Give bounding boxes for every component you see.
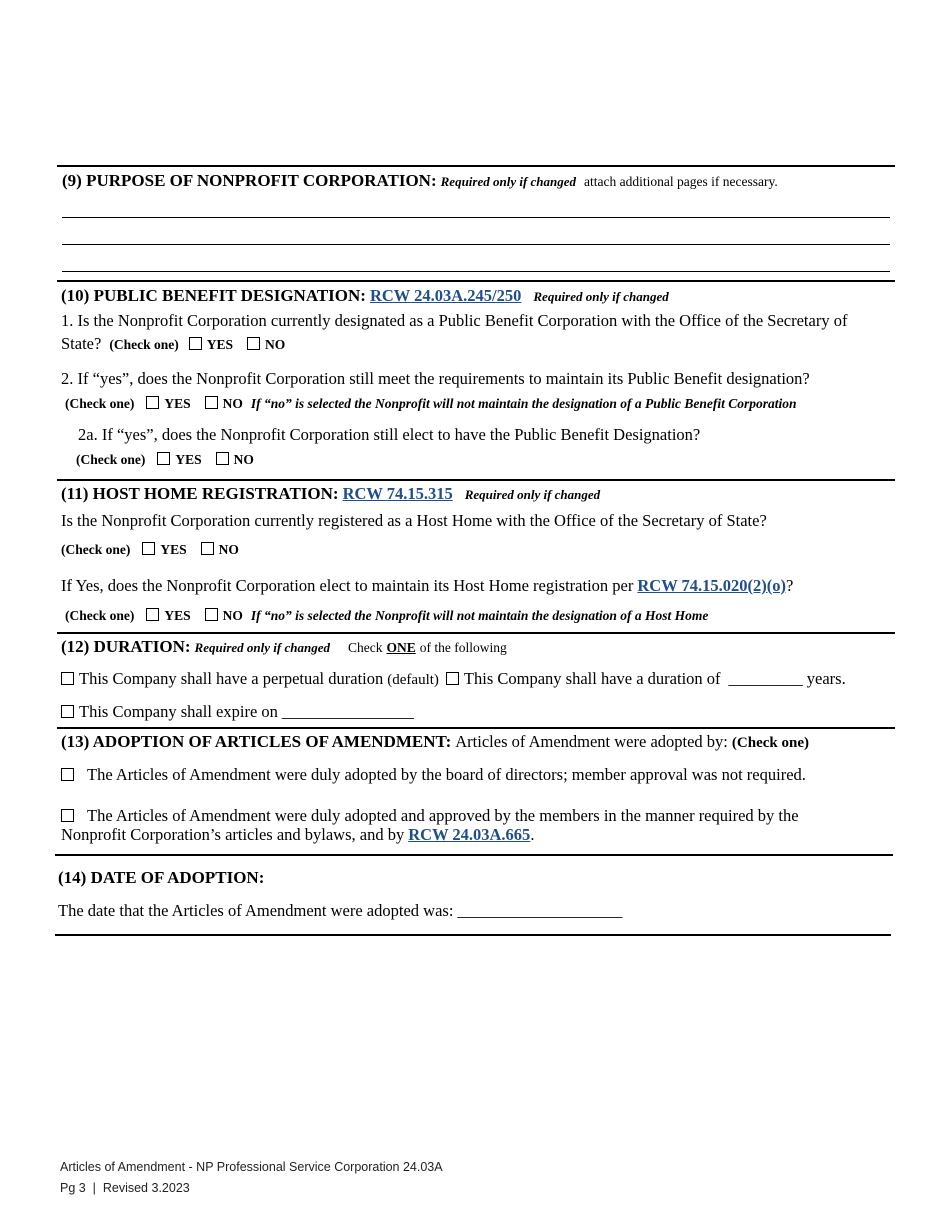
q1-text: 1. Is the Nonprofit Corporation currently designated as a Public Benefit Corporation with the Office of the Secretary of: [61, 311, 848, 330]
no-checkbox[interactable]: [205, 608, 218, 621]
fixed-duration-label: This Company shall have a duration of: [463, 669, 721, 688]
host-home-q2-text: If Yes, does the Nonprofit Corporation elect to maintain its Host Home registration per: [61, 576, 634, 595]
section-divider: [57, 632, 895, 634]
section-9-heading: [62, 171, 778, 191]
yes-checkbox[interactable]: [189, 337, 202, 350]
section-11-heading: [61, 484, 600, 504]
section-13-heading: [61, 732, 809, 752]
board-adoption-checkbox[interactable]: [61, 768, 74, 781]
yes-checkbox[interactable]: [146, 396, 159, 409]
section-divider: [55, 854, 893, 856]
q2-answer-row: [65, 395, 797, 413]
no-checkbox[interactable]: [201, 542, 214, 555]
check-instruction: Check: [347, 640, 383, 655]
check-one-label: (Check one): [65, 396, 135, 411]
member-adoption-label-cont: Nonprofit Corporation’s articles and bylaws, and by: [61, 825, 405, 844]
adoption-date-row: [58, 901, 622, 921]
rcw-public-benefit-link[interactable]: RCW 24.03A.245/250: [369, 286, 522, 305]
section-10-heading: [61, 286, 669, 306]
section-12-title: (12) DURATION:: [61, 637, 191, 656]
adoption-date-field[interactable]: ____________________: [457, 901, 623, 920]
host-home-q1-answer-row: [61, 541, 239, 559]
q2a-text: 2a. If “yes”, does the Nonprofit Corporation still elect to have the Public Benefit Designation?: [78, 425, 701, 444]
yes-label: YES: [164, 396, 191, 411]
no-checkbox[interactable]: [205, 396, 218, 409]
rcw-adoption-link[interactable]: RCW 24.03A.665: [408, 825, 531, 844]
adopted-by-lead: Articles of Amendment were adopted by:: [455, 732, 728, 751]
perpetual-duration-checkbox[interactable]: [61, 672, 74, 685]
section-divider: [57, 479, 895, 481]
default-label: (default): [387, 672, 439, 688]
section-13-title: (13) ADOPTION OF ARTICLES OF AMENDMENT:: [61, 732, 452, 751]
expire-label: This Company shall expire on: [79, 702, 278, 721]
required-note: Required only if changed: [194, 640, 330, 655]
required-note: Required only if changed: [440, 174, 577, 189]
check-one-emphasis: ONE: [386, 640, 416, 655]
host-home-q1-text: Is the Nonprofit Corporation currently registered as a Host Home with the Office of the Secretary of State?: [61, 511, 767, 530]
no-checkbox[interactable]: [247, 337, 260, 350]
duration-years-field[interactable]: _________: [728, 669, 803, 688]
expire-row: [61, 702, 414, 722]
yes-label: YES: [160, 542, 187, 557]
board-adoption-label: The Articles of Amendment were duly adopted by the board of directors; member approval was not required.: [87, 765, 806, 784]
perpetual-duration-label: This Company shall have a perpetual duration: [79, 669, 384, 688]
expire-date-field[interactable]: ________________: [281, 702, 414, 721]
required-note: Required only if changed: [533, 289, 669, 304]
check-instruction-end: of the following: [419, 640, 507, 655]
section-11-title: (11) HOST HOME REGISTRATION:: [61, 484, 339, 503]
question-mark: ?: [786, 576, 794, 595]
expire-checkbox[interactable]: [61, 705, 74, 718]
section-divider: [55, 934, 891, 936]
duration-options-row: [61, 669, 846, 689]
section-10-title: (10) PUBLIC BENEFIT DESIGNATION:: [61, 286, 366, 305]
footer-page-info: Pg 3 | Revised 3.2023: [60, 1181, 190, 1195]
adoption-date-label: The date that the Articles of Amendment were adopted was:: [58, 901, 454, 920]
host-home-q2-answer-row: [65, 607, 708, 625]
yes-label: YES: [206, 337, 233, 352]
years-label: years.: [806, 669, 846, 688]
q1-text-cont: State?: [61, 334, 102, 353]
yes-label: YES: [175, 452, 202, 467]
section-divider: [57, 727, 895, 729]
yes-checkbox[interactable]: [142, 542, 155, 555]
purpose-line-2[interactable]: [62, 244, 890, 245]
section-9-title: (9) PURPOSE OF NONPROFIT CORPORATION:: [62, 171, 437, 190]
host-home-q2-row: [61, 576, 793, 596]
period: .: [530, 825, 535, 844]
check-one-label: (Check one): [61, 542, 131, 557]
no-label: NO: [222, 396, 243, 411]
footer-title: Articles of Amendment - NP Professional Service Corporation 24.03A: [60, 1160, 443, 1174]
section-divider: [57, 165, 895, 167]
attach-note: attach additional pages if necessary.: [584, 174, 778, 189]
fixed-duration-checkbox[interactable]: [446, 672, 459, 685]
no-label: NO: [264, 337, 286, 352]
check-one-label: (Check one): [65, 608, 135, 623]
adoption-option-2-cont: [61, 825, 534, 845]
rcw-host-home-registration-link[interactable]: RCW 74.15.020(2)(o): [637, 576, 786, 595]
section-12-heading: [61, 637, 507, 657]
public-benefit-no-note: If “no” is selected the Nonprofit will not maintain the designation of a Public Benefit Corporation: [250, 396, 797, 411]
check-one-label: (Check one): [109, 337, 179, 352]
host-home-no-note: If “no” is selected the Nonprofit will not maintain the designation of a Host Home: [250, 608, 709, 623]
purpose-line-1[interactable]: [62, 217, 890, 218]
check-one-label: (Check one): [731, 735, 809, 751]
adoption-option-1: [61, 765, 806, 785]
member-adoption-label: The Articles of Amendment were duly adopted and approved by the members in the manner required by the: [87, 806, 799, 825]
required-note: Required only if changed: [464, 487, 601, 502]
no-label: NO: [233, 452, 254, 467]
member-adoption-checkbox[interactable]: [61, 809, 74, 822]
yes-checkbox[interactable]: [146, 608, 159, 621]
yes-label: YES: [164, 608, 191, 623]
no-label: NO: [222, 608, 243, 623]
rcw-host-home-link[interactable]: RCW 74.15.315: [342, 484, 453, 503]
q1-answer-row: [61, 334, 285, 354]
purpose-line-3[interactable]: [62, 271, 890, 272]
no-label: NO: [218, 542, 239, 557]
yes-checkbox[interactable]: [157, 452, 170, 465]
section-14-title: (14) DATE OF ADOPTION:: [58, 868, 265, 887]
q2-text: 2. If “yes”, does the Nonprofit Corporation still meet the requirements to maintain its Public Benefit designation?: [61, 369, 810, 388]
check-one-label: (Check one): [76, 452, 146, 467]
q2a-answer-row: [76, 451, 254, 469]
no-checkbox[interactable]: [216, 452, 229, 465]
adoption-option-2: [61, 806, 799, 826]
section-divider: [57, 280, 895, 282]
